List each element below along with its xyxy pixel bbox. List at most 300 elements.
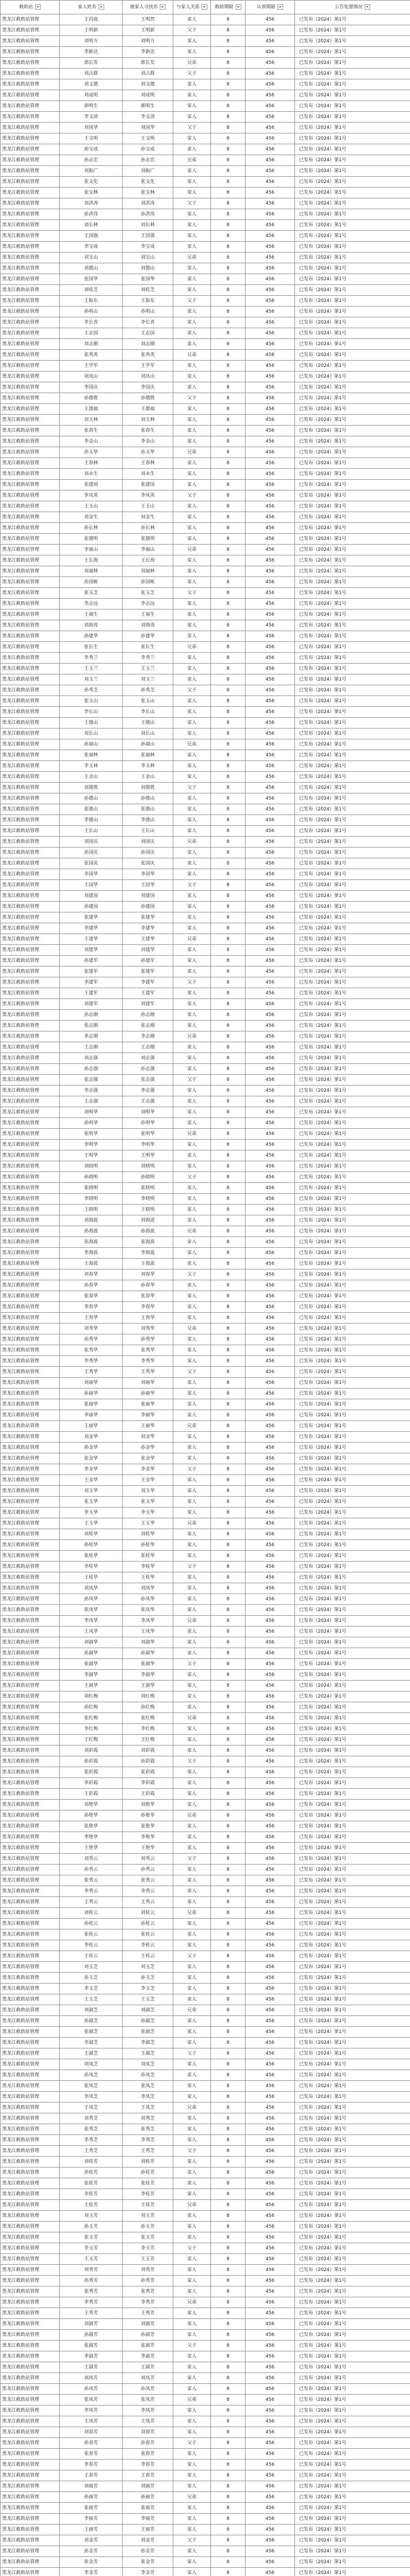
table-cell[interactable]: 黑龙江救助站管理 [1, 1908, 60, 1919]
table-cell[interactable]: 456 [245, 123, 295, 133]
table-cell[interactable]: 李春芳 [60, 2460, 123, 2470]
table-cell[interactable]: 家人 [173, 274, 211, 285]
table-cell[interactable]: 8 [211, 2384, 245, 2395]
table-cell[interactable]: 王秀华 [60, 1367, 123, 1378]
table-cell[interactable]: 刘金生 [123, 512, 173, 523]
table-cell[interactable]: 王国强 [60, 231, 123, 242]
table-cell[interactable]: 王春华 [123, 1313, 173, 1324]
table-cell[interactable]: 王秀芝 [123, 2146, 173, 2157]
table-cell[interactable]: 已发布（2024）第1号 [295, 2384, 410, 2395]
table-cell[interactable]: 家人 [173, 2157, 211, 2167]
table-cell[interactable]: 已发布（2024）第1号 [295, 144, 410, 155]
table-cell[interactable]: 已发布（2024）第1号 [295, 956, 410, 967]
table-cell[interactable]: 已发布（2024）第1号 [295, 1800, 410, 1810]
table-cell[interactable]: 黑龙江救助站管理 [1, 274, 60, 285]
table-cell[interactable]: 张建华 [60, 912, 123, 923]
table-cell[interactable]: 张晓明 [60, 1183, 123, 1194]
table-cell[interactable]: 已发布（2024）第1号 [295, 1497, 410, 1507]
table-cell[interactable]: 456 [245, 1053, 295, 1064]
table-cell[interactable]: 黑龙江救助站管理 [1, 90, 60, 101]
table-cell[interactable]: 已发布（2024）第1号 [295, 1378, 410, 1388]
table-cell[interactable]: 王凤华 [60, 1626, 123, 1637]
table-cell[interactable]: 8 [211, 285, 245, 296]
table-cell[interactable]: 孙德山 [60, 793, 123, 804]
table-cell[interactable]: 黑龙江救助站管理 [1, 512, 60, 523]
table-cell[interactable]: 王秀芝 [60, 2146, 123, 2157]
table-cell[interactable]: 家人 [173, 2308, 211, 2319]
table-cell[interactable]: 黑龙江救助站管理 [1, 891, 60, 902]
header-notice-status[interactable]: 公告处置情况 [295, 1, 410, 14]
table-cell[interactable]: 8 [211, 880, 245, 891]
table-cell[interactable]: 家人 [173, 2189, 211, 2200]
table-cell[interactable]: 已发布（2024）第1号 [295, 923, 410, 934]
table-cell[interactable]: 已发布（2024）第1号 [295, 480, 410, 490]
table-cell[interactable]: 8 [211, 1313, 245, 1324]
table-cell[interactable]: 刘秀云 [60, 1854, 123, 1865]
table-cell[interactable]: 8 [211, 1529, 245, 1540]
table-cell[interactable]: 家人 [173, 1637, 211, 1648]
table-cell[interactable]: 王玉山 [123, 501, 173, 512]
table-cell[interactable]: 刘宝山 [123, 252, 173, 263]
table-cell[interactable]: 456 [245, 1432, 295, 1443]
table-cell[interactable]: 已发布（2024）第1号 [295, 2048, 410, 2059]
table-cell[interactable]: 李福山 [123, 545, 173, 555]
table-cell[interactable]: 家人 [173, 869, 211, 880]
table-cell[interactable]: 张春芳 [60, 2449, 123, 2460]
table-cell[interactable]: 已发布（2024）第1号 [295, 1951, 410, 1962]
table-cell[interactable]: 456 [245, 2178, 295, 2189]
table-cell[interactable]: 456 [245, 728, 295, 739]
table-cell[interactable]: 家人 [173, 2514, 211, 2524]
table-cell[interactable]: 家人 [173, 307, 211, 317]
table-cell[interactable]: 李桂云 [60, 1940, 123, 1951]
table-cell[interactable]: 黑龙江救助站管理 [1, 772, 60, 783]
table-cell[interactable]: 兄弟 [173, 1226, 211, 1237]
table-cell[interactable]: 456 [245, 815, 295, 826]
table-cell[interactable]: 黑龙江救助站管理 [1, 1280, 60, 1291]
table-cell[interactable]: 家人 [173, 469, 211, 480]
table-cell[interactable]: 已发布（2024）第1号 [295, 1334, 410, 1345]
table-cell[interactable]: 黑龙江救助站管理 [1, 1443, 60, 1453]
table-cell[interactable]: 已发布（2024）第1号 [295, 804, 410, 815]
table-cell[interactable]: 黑龙江救助站管理 [1, 2265, 60, 2276]
table-cell[interactable]: 456 [245, 2038, 295, 2048]
table-cell[interactable]: 456 [245, 2016, 295, 2027]
table-cell[interactable]: 刘秀华 [60, 1324, 123, 1334]
table-cell[interactable]: 孙桂华 [60, 1540, 123, 1551]
table-cell[interactable]: 黑龙江救助站管理 [1, 2373, 60, 2384]
table-cell[interactable]: 456 [245, 599, 295, 609]
table-cell[interactable]: 已发布（2024）第1号 [295, 2222, 410, 2232]
table-cell[interactable]: 黑龙江救助站管理 [1, 58, 60, 69]
table-cell[interactable]: 黑龙江救助站管理 [1, 1410, 60, 1421]
table-cell[interactable]: 家人 [173, 2373, 211, 2384]
table-cell[interactable]: 父子 [173, 123, 211, 133]
table-cell[interactable]: 已发布（2024）第1号 [295, 307, 410, 317]
table-cell[interactable]: 张海波 [123, 1237, 173, 1248]
table-cell[interactable]: 家人 [173, 426, 211, 436]
table-cell[interactable]: 家人 [173, 1150, 211, 1161]
table-cell[interactable]: 黑龙江救助站管理 [1, 1875, 60, 1886]
table-cell[interactable]: 8 [211, 1086, 245, 1096]
table-cell[interactable]: 456 [245, 2265, 295, 2276]
table-cell[interactable]: 黑龙江救助站管理 [1, 1129, 60, 1140]
table-cell[interactable]: 已发布（2024）第1号 [295, 1280, 410, 1291]
table-cell[interactable]: 黑龙江救助站管理 [1, 999, 60, 1010]
table-cell[interactable]: 已发布（2024）第1号 [295, 1724, 410, 1735]
table-cell[interactable]: 黑龙江救助站管理 [1, 2341, 60, 2351]
table-cell[interactable]: 家人 [173, 2286, 211, 2297]
table-cell[interactable]: 已发布（2024）第1号 [295, 1865, 410, 1875]
table-cell[interactable]: 黑龙江救助站管理 [1, 664, 60, 674]
table-cell[interactable]: 456 [245, 58, 295, 69]
table-cell[interactable]: 456 [245, 858, 295, 869]
table-cell[interactable]: 李玉林 [60, 761, 123, 772]
table-cell[interactable]: 已发布（2024）第1号 [295, 469, 410, 480]
table-cell[interactable]: 456 [245, 880, 295, 891]
table-cell[interactable]: 家人 [173, 523, 211, 534]
table-cell[interactable]: 王凤芝 [60, 2103, 123, 2113]
table-cell[interactable]: 李志强 [60, 1086, 123, 1096]
table-cell[interactable]: 8 [211, 2276, 245, 2286]
table-cell[interactable]: 张淑芳 [123, 2341, 173, 2351]
table-cell[interactable]: 8 [211, 1269, 245, 1280]
table-cell[interactable]: 孙凤华 [60, 1594, 123, 1605]
table-cell[interactable]: 王桂云 [60, 1951, 123, 1962]
table-cell[interactable]: 已发布（2024）第1号 [295, 858, 410, 869]
table-cell[interactable]: 王明华 [123, 1150, 173, 1161]
table-cell[interactable]: 黑龙江救助站管理 [1, 902, 60, 912]
table-cell[interactable]: 王振东 [123, 296, 173, 307]
table-cell[interactable]: 456 [245, 2373, 295, 2384]
table-cell[interactable]: 刘玉华 [123, 1486, 173, 1497]
table-cell[interactable]: 8 [211, 588, 245, 599]
table-cell[interactable]: 孙晓明 [60, 1172, 123, 1183]
table-cell[interactable]: 父子 [173, 1854, 211, 1865]
table-cell[interactable]: 父子 [173, 588, 211, 599]
table-cell[interactable]: 8 [211, 1150, 245, 1161]
table-cell[interactable]: 8 [211, 1572, 245, 1583]
table-cell[interactable]: 456 [245, 1183, 295, 1194]
table-cell[interactable]: 已发布（2024）第1号 [295, 1432, 410, 1443]
table-cell[interactable]: 黑龙江救助站管理 [1, 2081, 60, 2092]
table-cell[interactable]: 8 [211, 1183, 245, 1194]
table-cell[interactable]: 李文清 [123, 112, 173, 123]
table-cell[interactable]: 已发布（2024）第1号 [295, 1010, 410, 1021]
table-cell[interactable]: 家人 [173, 848, 211, 858]
table-cell[interactable]: 王振东 [60, 296, 123, 307]
table-cell[interactable]: 黑龙江救助站管理 [1, 1810, 60, 1821]
header-rescue-period[interactable]: 救助期限 [211, 1, 245, 14]
table-cell[interactable]: 黑龙江救助站管理 [1, 480, 60, 490]
table-cell[interactable]: 王福生 [60, 609, 123, 620]
table-cell[interactable]: 8 [211, 2330, 245, 2341]
table-cell[interactable]: 张志强 [60, 1075, 123, 1086]
table-cell[interactable]: 李新达 [123, 47, 173, 58]
table-cell[interactable]: 456 [245, 739, 295, 750]
table-cell[interactable]: 兄弟 [173, 934, 211, 945]
table-cell[interactable]: 王玉华 [123, 1518, 173, 1529]
table-cell[interactable]: 8 [211, 2427, 245, 2438]
table-cell[interactable]: 456 [245, 1140, 295, 1150]
table-cell[interactable]: 王海波 [60, 1259, 123, 1269]
table-cell[interactable]: 孙长林 [60, 523, 123, 534]
table-cell[interactable]: 刘长山 [60, 728, 123, 739]
table-cell[interactable]: 张国庆 [60, 858, 123, 869]
table-cell[interactable]: 8 [211, 577, 245, 588]
table-cell[interactable]: 家人 [173, 1378, 211, 1388]
table-cell[interactable]: 父子 [173, 393, 211, 404]
table-cell[interactable]: 黑龙江救助站管理 [1, 1832, 60, 1843]
table-cell[interactable]: 456 [245, 2048, 295, 2059]
table-cell[interactable]: 张淑芝 [123, 2027, 173, 2038]
table-cell[interactable]: 456 [245, 490, 295, 501]
table-cell[interactable]: 已发布（2024）第1号 [295, 891, 410, 902]
table-cell[interactable]: 黑龙江救助站管理 [1, 1118, 60, 1129]
table-cell[interactable]: 黑龙江救助站管理 [1, 1551, 60, 1562]
table-cell[interactable]: 刘明华 [60, 1107, 123, 1118]
table-cell[interactable]: 张金芳 [123, 2557, 173, 2568]
table-cell[interactable]: 家人 [173, 2319, 211, 2330]
table-cell[interactable]: 家人 [173, 1313, 211, 1324]
table-cell[interactable]: 黑龙江救助站管理 [1, 2286, 60, 2297]
table-cell[interactable]: 已发布（2024）第1号 [295, 523, 410, 534]
table-cell[interactable]: 张秀芝 [60, 2124, 123, 2135]
table-cell[interactable]: 黑龙江救助站管理 [1, 1713, 60, 1724]
table-cell[interactable]: 黑龙江救助站管理 [1, 1497, 60, 1507]
table-cell[interactable]: 王国华 [123, 880, 173, 891]
table-cell[interactable]: 父子 [173, 1562, 211, 1572]
table-cell[interactable]: 黑龙江救助站管理 [1, 2416, 60, 2427]
table-cell[interactable]: 8 [211, 2514, 245, 2524]
table-cell[interactable]: 8 [211, 674, 245, 685]
table-cell[interactable]: 已发布（2024）第1号 [295, 1994, 410, 2005]
table-cell[interactable]: 8 [211, 79, 245, 90]
table-cell[interactable]: 刘淑芝 [123, 2005, 173, 2016]
table-cell[interactable]: 孙国庆 [60, 848, 123, 858]
table-cell[interactable]: 456 [245, 1086, 295, 1096]
table-cell[interactable]: 8 [211, 1756, 245, 1767]
table-cell[interactable]: 家人 [173, 480, 211, 490]
table-cell[interactable]: 已发布（2024）第1号 [295, 1616, 410, 1626]
table-cell[interactable]: 黑龙江救助站管理 [1, 2395, 60, 2405]
filter-dropdown-icon[interactable] [236, 4, 241, 10]
table-cell[interactable]: 8 [211, 1886, 245, 1897]
table-cell[interactable]: 已发布（2024）第1号 [295, 783, 410, 793]
filter-dropdown-icon[interactable] [365, 4, 370, 10]
table-cell[interactable]: 刘凤芝 [60, 2059, 123, 2070]
table-cell[interactable]: 家人 [173, 1897, 211, 1908]
table-cell[interactable]: 刘玉华 [60, 1486, 123, 1497]
table-cell[interactable]: 李金芳 [123, 2568, 173, 2576]
table-cell[interactable]: 456 [245, 307, 295, 317]
table-cell[interactable]: 刘志强 [60, 1053, 123, 1064]
table-cell[interactable]: 8 [211, 2027, 245, 2038]
table-cell[interactable]: 8 [211, 2005, 245, 2016]
table-cell[interactable]: 家人 [173, 1140, 211, 1150]
table-cell[interactable]: 张海波 [60, 1237, 123, 1248]
table-cell[interactable]: 孙春芳 [123, 2438, 173, 2449]
table-cell[interactable]: 孙德胜 [123, 393, 173, 404]
table-cell[interactable]: 456 [245, 1237, 295, 1248]
table-cell[interactable]: 456 [245, 2416, 295, 2427]
table-cell[interactable]: 已发布（2024）第1号 [295, 1540, 410, 1551]
table-cell[interactable]: 家人 [173, 90, 211, 101]
table-cell[interactable]: 8 [211, 1713, 245, 1724]
table-cell[interactable]: 黑龙江救助站管理 [1, 1897, 60, 1908]
table-cell[interactable]: 王红梅 [60, 1735, 123, 1745]
table-cell[interactable]: 黑龙江救助站管理 [1, 1724, 60, 1735]
table-cell[interactable]: 已发布（2024）第1号 [295, 1248, 410, 1259]
table-cell[interactable]: 已发布（2024）第1号 [295, 2405, 410, 2416]
table-cell[interactable]: 8 [211, 426, 245, 436]
table-cell[interactable]: 8 [211, 447, 245, 458]
table-cell[interactable]: 已发布（2024）第1号 [295, 2492, 410, 2503]
table-cell[interactable]: 王秀云 [123, 1897, 173, 1908]
table-cell[interactable]: 8 [211, 512, 245, 523]
table-cell[interactable]: 黑龙江救助站管理 [1, 1042, 60, 1053]
table-cell[interactable]: 家人 [173, 2557, 211, 2568]
table-cell[interactable]: 刘建华 [60, 945, 123, 956]
table-cell[interactable]: 456 [245, 2427, 295, 2438]
table-cell[interactable]: 刘福林 [123, 566, 173, 577]
table-cell[interactable]: 黑龙江救助站管理 [1, 285, 60, 296]
table-cell[interactable]: 456 [245, 545, 295, 555]
table-cell[interactable]: 8 [211, 923, 245, 934]
table-cell[interactable]: 李桂华 [60, 1562, 123, 1572]
table-cell[interactable]: 已发布（2024）第1号 [295, 58, 410, 69]
table-cell[interactable]: 456 [245, 404, 295, 415]
table-cell[interactable]: 张秀华 [123, 1345, 173, 1356]
table-cell[interactable]: 8 [211, 664, 245, 674]
table-cell[interactable]: 已发布（2024）第1号 [295, 2005, 410, 2016]
table-cell[interactable]: 家人 [173, 826, 211, 837]
table-cell[interactable]: 孙洪伟 [123, 209, 173, 220]
table-cell[interactable]: 黑龙江救助站管理 [1, 317, 60, 328]
table-cell[interactable]: 8 [211, 231, 245, 242]
table-cell[interactable]: 家人 [173, 371, 211, 382]
table-cell[interactable]: 8 [211, 1973, 245, 1984]
table-cell[interactable]: 黑龙江救助站管理 [1, 112, 60, 123]
table-cell[interactable]: 8 [211, 2016, 245, 2027]
table-cell[interactable]: 张桂芳 [123, 2178, 173, 2189]
table-cell[interactable]: 8 [211, 545, 245, 555]
filter-dropdown-icon[interactable] [202, 4, 207, 10]
table-cell[interactable]: 张艳华 [123, 1821, 173, 1832]
table-cell[interactable]: 456 [245, 1605, 295, 1616]
table-cell[interactable]: 家人 [173, 620, 211, 631]
table-cell[interactable]: 李凤芝 [60, 2092, 123, 2103]
table-cell[interactable]: 家人 [173, 577, 211, 588]
table-cell[interactable]: 孙国栋 [60, 577, 123, 588]
table-cell[interactable]: 李红梅 [60, 1724, 123, 1735]
table-cell[interactable]: 刘凤华 [60, 1583, 123, 1594]
table-cell[interactable]: 8 [211, 1670, 245, 1681]
table-cell[interactable]: 刘秀芳 [60, 2265, 123, 2276]
table-cell[interactable]: 家人 [173, 728, 211, 739]
table-cell[interactable]: 8 [211, 58, 245, 69]
table-cell[interactable]: 已发布（2024）第1号 [295, 1745, 410, 1756]
table-cell[interactable]: 已发布（2024）第1号 [295, 1691, 410, 1702]
table-cell[interactable]: 孙国庆 [123, 848, 173, 858]
table-cell[interactable]: 家人 [173, 1432, 211, 1443]
table-cell[interactable]: 黑龙江救助站管理 [1, 242, 60, 252]
table-cell[interactable]: 黑龙江救助站管理 [1, 1302, 60, 1313]
table-cell[interactable]: 456 [245, 1518, 295, 1529]
table-cell[interactable]: 8 [211, 1453, 245, 1464]
table-cell[interactable]: 李海波 [123, 1248, 173, 1259]
table-cell[interactable]: 已发布（2024）第1号 [295, 2319, 410, 2330]
table-cell[interactable]: 8 [211, 772, 245, 783]
table-cell[interactable]: 黑龙江救助站管理 [1, 967, 60, 977]
table-cell[interactable]: 456 [245, 1691, 295, 1702]
table-cell[interactable]: 已发布（2024）第1号 [295, 1475, 410, 1486]
table-cell[interactable]: 黑龙江救助站管理 [1, 1767, 60, 1778]
table-cell[interactable]: 8 [211, 1540, 245, 1551]
table-cell[interactable]: 已发布（2024）第1号 [295, 1226, 410, 1237]
table-cell[interactable]: 8 [211, 2297, 245, 2308]
table-cell[interactable]: 8 [211, 2546, 245, 2557]
table-cell[interactable]: 8 [211, 1735, 245, 1745]
table-cell[interactable]: 8 [211, 1367, 245, 1378]
table-cell[interactable]: 张彩霞 [123, 1767, 173, 1778]
table-cell[interactable]: 家人 [173, 1507, 211, 1518]
table-cell[interactable]: 8 [211, 2092, 245, 2103]
table-cell[interactable]: 456 [245, 1648, 295, 1659]
table-cell[interactable]: 456 [245, 2124, 295, 2135]
table-cell[interactable]: 张建国 [123, 480, 173, 490]
table-cell[interactable]: 刘国庆 [60, 837, 123, 848]
table-cell[interactable]: 8 [211, 2254, 245, 2265]
table-cell[interactable]: 家人 [173, 1832, 211, 1843]
table-cell[interactable]: 家人 [173, 1334, 211, 1345]
table-cell[interactable]: 已发布（2024）第1号 [295, 545, 410, 555]
table-cell[interactable]: 孙福山 [60, 739, 123, 750]
table-cell[interactable]: 张金华 [123, 1453, 173, 1464]
table-cell[interactable]: 家人 [173, 718, 211, 728]
table-cell[interactable]: 456 [245, 707, 295, 718]
table-cell[interactable]: 已发布（2024）第1号 [295, 1443, 410, 1453]
table-cell[interactable]: 456 [245, 620, 295, 631]
table-cell[interactable]: 已发布（2024）第1号 [295, 198, 410, 209]
table-cell[interactable]: 刘晓明 [60, 1161, 123, 1172]
table-cell[interactable]: 已发布（2024）第1号 [295, 2243, 410, 2254]
table-cell[interactable]: 8 [211, 1854, 245, 1865]
table-cell[interactable]: 8 [211, 1951, 245, 1962]
table-cell[interactable]: 456 [245, 837, 295, 848]
table-cell[interactable]: 456 [245, 653, 295, 664]
table-cell[interactable]: 8 [211, 14, 245, 25]
table-cell[interactable]: 黑龙江救助站管理 [1, 2048, 60, 2059]
table-cell[interactable]: 黑龙江救助站管理 [1, 1626, 60, 1637]
header-family-name[interactable]: 家人姓名 [60, 1, 123, 14]
table-cell[interactable]: 456 [245, 2557, 295, 2568]
table-cell[interactable]: 8 [211, 1637, 245, 1648]
table-cell[interactable]: 8 [211, 339, 245, 350]
table-cell[interactable]: 8 [211, 1908, 245, 1919]
table-cell[interactable]: 已发布（2024）第1号 [295, 1129, 410, 1140]
table-cell[interactable]: 兄弟 [173, 1421, 211, 1432]
table-cell[interactable]: 黑龙江救助站管理 [1, 1367, 60, 1378]
table-cell[interactable]: 8 [211, 350, 245, 361]
table-cell[interactable]: 黑龙江救助站管理 [1, 1800, 60, 1810]
table-cell[interactable]: 已发布（2024）第1号 [295, 2297, 410, 2308]
table-cell[interactable]: 456 [245, 1973, 295, 1984]
table-cell[interactable]: 8 [211, 1994, 245, 2005]
table-cell[interactable]: 黑龙江救助站管理 [1, 956, 60, 967]
table-cell[interactable]: 黑龙江救助站管理 [1, 1518, 60, 1529]
table-cell[interactable]: 黑龙江救助站管理 [1, 1670, 60, 1681]
